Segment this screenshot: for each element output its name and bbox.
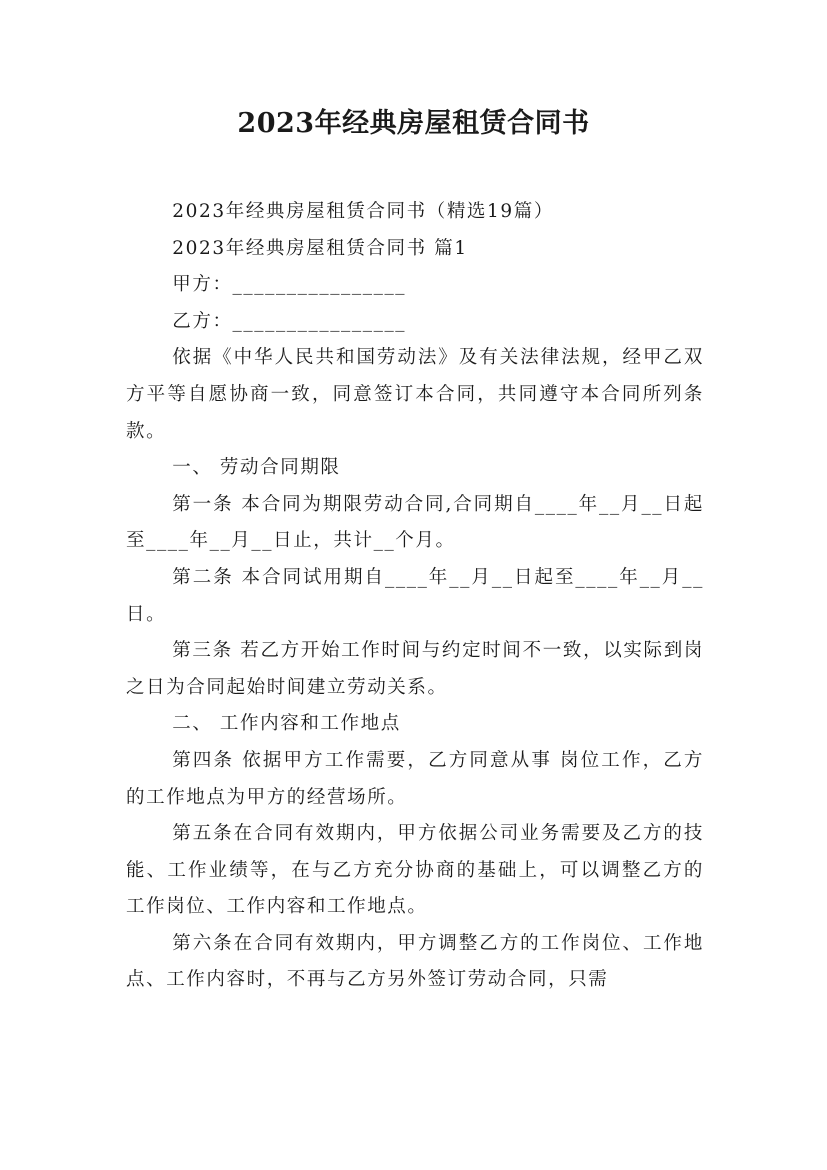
section-heading-work-content: 二、 工作内容和工作地点 xyxy=(172,713,401,735)
section-heading-contract-term: 一、 劳动合同期限 xyxy=(172,457,341,479)
paragraph-party-a: 甲方：________________ xyxy=(172,274,407,296)
paragraph-preamble: 依据《中华人民共和国劳动法》及有关法律法规，经甲乙双方平等自愿协商一致，同意签订本合同，共同遵守本合同所列条款。 xyxy=(126,347,704,442)
document-title: 2023年经典房屋租赁合同书 xyxy=(237,108,590,139)
paragraph-article-2: 第二条 本合同试用期自____年__月__日起至____年__月__日。 xyxy=(126,566,704,625)
paragraph-party-b: 乙方：________________ xyxy=(172,310,407,332)
paragraph-article-3: 第三条 若乙方开始工作时间与约定时间不一致，以实际到岗之日为合同起始时间建立劳动关系。 xyxy=(126,640,704,698)
paragraph-article-5: 第五条在合同有效期内，甲方依据公司业务需要及乙方的技能、工作业绩等，在与乙方充分协商的基础上，可以调整乙方的工作岗位、工作内容和工作地点。 xyxy=(126,823,704,918)
paragraph-article-4: 第四条 依据甲方工作需要，乙方同意从事 岗位工作，乙方的工作地点为甲方的经营场所。 xyxy=(126,749,704,808)
paragraph-article-1: 第一条 本合同为期限劳动合同,合同期自____年__月__日起至____年__月__日止，共计__个月。 xyxy=(126,493,704,552)
document-body xyxy=(126,194,704,999)
paragraph-collection-title: 2023年经典房屋租赁合同书（精选19篇） xyxy=(172,201,554,222)
paragraph-part-heading: 2023年经典房屋租赁合同书 篇1 xyxy=(172,237,468,259)
paragraph-article-6: 第六条在合同有效期内，甲方调整乙方的工作岗位、工作地点、工作内容时，不再与乙方另外签订劳动合同，只需 xyxy=(126,932,704,991)
